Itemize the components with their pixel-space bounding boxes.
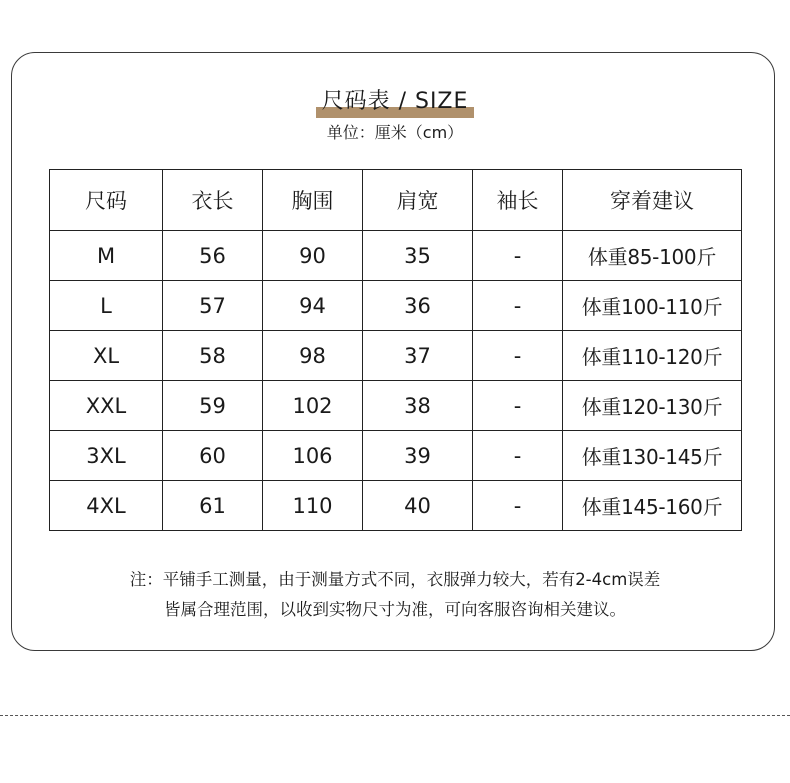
cell-shoulder: 37 <box>363 331 473 381</box>
cell-length: 60 <box>163 431 263 481</box>
cell-chest: 90 <box>263 231 363 281</box>
cell-sleeve: - <box>473 481 563 531</box>
cell-chest: 106 <box>263 431 363 481</box>
cell-sleeve: - <box>473 331 563 381</box>
cell-shoulder: 38 <box>363 381 473 431</box>
measurement-note <box>0 565 790 625</box>
cell-length: 59 <box>163 381 263 431</box>
note-line-2: 皆属合理范围，以收到实物尺寸为准，可向客服咨询相关建议。 <box>164 600 626 619</box>
table-row <box>50 231 742 281</box>
size-table <box>49 169 742 531</box>
cell-advice: 体重100-110斤 <box>563 281 742 331</box>
note-line-1: 注：平铺手工测量，由于测量方式不同，衣服弹力较大，若有2-4cm误差 <box>129 570 661 589</box>
table-row <box>50 281 742 331</box>
cell-chest: 98 <box>263 331 363 381</box>
cell-advice: 体重110-120斤 <box>563 331 742 381</box>
cell-shoulder: 36 <box>363 281 473 331</box>
cell-advice: 体重130-145斤 <box>563 431 742 481</box>
cell-advice: 体重120-130斤 <box>563 381 742 431</box>
cell-length: 57 <box>163 281 263 331</box>
cell-shoulder: 35 <box>363 231 473 281</box>
cell-sleeve: - <box>473 281 563 331</box>
table-row <box>50 331 742 381</box>
table-row <box>50 381 742 431</box>
header-length: 衣长 <box>163 170 263 231</box>
header-sleeve: 袖长 <box>473 170 563 231</box>
cell-size: M <box>50 231 163 281</box>
cell-length: 58 <box>163 331 263 381</box>
header-advice: 穿着建议 <box>563 170 742 231</box>
cell-size: XL <box>50 331 163 381</box>
cell-sleeve: - <box>473 231 563 281</box>
cell-shoulder: 40 <box>363 481 473 531</box>
unit-label: 单位：厘米（cm） <box>326 123 464 142</box>
cell-size: 3XL <box>50 431 163 481</box>
cell-size: 4XL <box>50 481 163 531</box>
header-size: 尺码 <box>50 170 163 231</box>
table-row <box>50 481 742 531</box>
cell-advice: 体重145-160斤 <box>563 481 742 531</box>
table-header-row <box>50 170 742 231</box>
cell-advice: 体重85-100斤 <box>563 231 742 281</box>
cell-chest: 110 <box>263 481 363 531</box>
title-text: 尺码表 / SIZE <box>321 89 469 114</box>
cell-sleeve: - <box>473 431 563 481</box>
cell-size: XXL <box>50 381 163 431</box>
header-chest: 胸围 <box>263 170 363 231</box>
cell-size: L <box>50 281 163 331</box>
page-title <box>316 88 475 116</box>
cell-length: 56 <box>163 231 263 281</box>
cell-chest: 102 <box>263 381 363 431</box>
cell-sleeve: - <box>473 381 563 431</box>
title-area <box>0 88 790 116</box>
cell-chest: 94 <box>263 281 363 331</box>
cell-shoulder: 39 <box>363 431 473 481</box>
cell-length: 61 <box>163 481 263 531</box>
table-row <box>50 431 742 481</box>
dashed-divider <box>0 715 790 716</box>
header-shoulder: 肩宽 <box>363 170 473 231</box>
